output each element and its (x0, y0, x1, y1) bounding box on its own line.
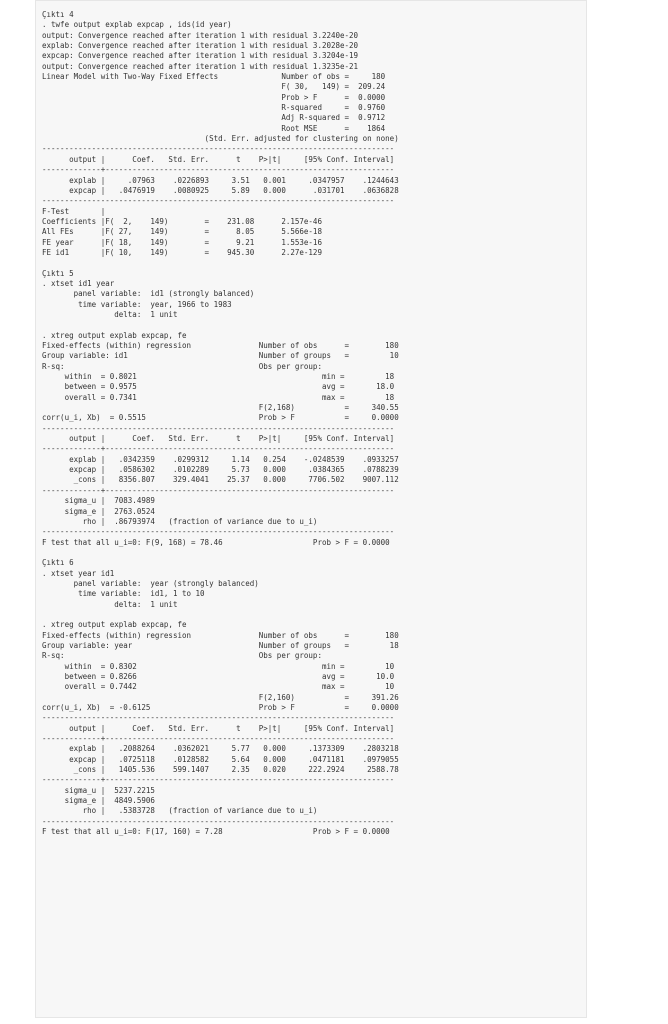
output-line (42, 548, 399, 558)
output-line: explab | .07963 .0226893 3.51 0.001 .0347957 .1244643 (42, 175, 399, 185)
output-line: sigma_u | 7083.4989 (42, 496, 155, 506)
output-line: explab | .0342359 .0299312 1.14 0.254 -.0248539 .0933257 (42, 454, 399, 464)
output-line: Group variable: id1 Number of groups = 10 (42, 351, 399, 361)
output-line: -------------+---------------------------------------------------------------- (42, 165, 395, 175)
output-line: -------------+---------------------------------------------------------------- (42, 775, 395, 785)
output-line: output | Coef. Std. Err. t P>|t| [95% Conf. Interval] (42, 154, 395, 164)
output-line: Group variable: year Number of groups = 18 (42, 640, 399, 650)
output-line: expcap | .0476919 .0080925 5.89 0.000 .031701 .0636828 (42, 185, 399, 195)
output-line (42, 320, 399, 330)
output-line: expcap: Convergence reached after iteration 1 with residual 3.3204e-19 (42, 51, 359, 61)
output-line: R-sq: Obs per group: (42, 651, 322, 661)
output-line: rho | .5383728 (fraction of variance due to u_i) (42, 806, 318, 816)
output-line: output: Convergence reached after iteration 1 with residual 1.3235e-21 (42, 61, 359, 71)
output-line: ------------------------------------------------------------------------------ (42, 196, 395, 206)
output-line: delta: 1 unit (42, 599, 178, 609)
output-line: panel variable: id1 (strongly balanced) (42, 289, 255, 299)
output-line: R-squared = 0.9760 (42, 103, 386, 113)
output-line: F test that all u_i=0: F(17, 160) = 7.28 Prob > F = 0.0000 (42, 827, 390, 837)
output-line: _cons | 8356.807 329.4041 25.37 0.000 7706.502 9007.112 (42, 475, 399, 485)
output-line: F(2,160) = 391.26 (42, 692, 399, 702)
output-line: explab | .2088264 .0362021 5.77 0.000 .1373309 .2803218 (42, 744, 399, 754)
output-line: Fixed-effects (within) regression Number of obs = 180 (42, 341, 399, 350)
output-line: Root MSE = 1864 (42, 123, 386, 133)
output-line: Çıktı 4 (42, 10, 74, 19)
output-line: . xtset year id1 (42, 568, 115, 578)
output-line: Coefficients |F( 2, 149) = 231.08 2.157e-46 (42, 216, 322, 226)
output-line: sigma_u | 5237.2215 (42, 785, 155, 795)
stata-output-log (42, 10, 399, 838)
output-line: ------------------------------------------------------------------------------ (42, 144, 395, 154)
output-line: overall = 0.7341 max = 18 (42, 392, 395, 402)
output-line: -------------+---------------------------------------------------------------- (42, 734, 395, 744)
output-line: R-sq: Obs per group: (42, 361, 322, 371)
output-line: explab: Convergence reached after iteration 1 with residual 3.2028e-20 (42, 41, 359, 51)
output-line: overall = 0.7442 max = 10 (42, 682, 395, 692)
output-line: output | Coef. Std. Err. t P>|t| [95% Conf. Interval] (42, 434, 395, 444)
output-line: F(2,168) = 340.55 (42, 403, 399, 413)
output-line: expcap | .0586302 .0102289 5.73 0.000 .0384365 .0788239 (42, 465, 399, 475)
output-line: rho | .86793974 (fraction of variance due to u_i) (42, 516, 318, 526)
output-line: Adj R-squared = 0.9712 (42, 113, 386, 123)
output-line: -------------+---------------------------------------------------------------- (42, 444, 395, 454)
output-line: Çıktı 5 (42, 268, 74, 278)
output-line: corr(u_i, Xb) = -0.6125 Prob > F = 0.0000 (42, 703, 399, 713)
output-line: . twfe output explab expcap , ids(id year) (42, 20, 232, 30)
output-line: within = 0.8021 min = 18 (42, 372, 395, 382)
output-line: panel variable: year (strongly balanced) (42, 578, 259, 588)
output-line: (Std. Err. adjusted for clustering on none) (42, 134, 399, 144)
output-line: _cons | 1405.536 599.1407 2.35 0.020 222.2924 2588.78 (42, 765, 399, 775)
output-line: time variable: year, 1966 to 1983 (42, 299, 232, 309)
output-line: output | Coef. Std. Err. t P>|t| [95% Conf. Interval] (42, 723, 395, 733)
output-line: Linear Model with Two-Way Fixed Effects Number of obs = 180 (42, 72, 386, 82)
output-line: F( 30, 149) = 209.24 (42, 82, 386, 92)
output-line: Fixed-effects (within) regression Number of obs = 180 (42, 630, 399, 640)
output-line: ------------------------------------------------------------------------------ (42, 816, 395, 826)
output-line (42, 258, 399, 268)
output-line: between = 0.8266 avg = 10.0 (42, 672, 395, 681)
output-line: Çıktı 6 (42, 558, 74, 568)
output-line: FE id1 |F( 10, 149) = 945.30 2.27e-129 (42, 247, 322, 257)
output-line: time variable: id1, 1 to 10 (42, 589, 205, 599)
output-line: ------------------------------------------------------------------------------ (42, 423, 395, 433)
output-line: . xtreg output explab expcap, fe (42, 330, 187, 340)
output-line: corr(u_i, Xb) = 0.5515 Prob > F = 0.0000 (42, 413, 399, 423)
output-line: expcap | .0725118 .0128582 5.64 0.000 .0471181 .0979055 (42, 754, 399, 764)
output-line (42, 610, 399, 620)
output-line: . xtset id1 year (42, 278, 115, 288)
output-line: sigma_e | 2763.0524 (42, 506, 155, 516)
output-line: All FEs |F( 27, 149) = 8.05 5.566e-18 (42, 227, 322, 237)
output-line: ------------------------------------------------------------------------------ (42, 527, 395, 537)
output-line: within = 0.8302 min = 10 (42, 661, 395, 671)
output-line: sigma_e | 4849.5906 (42, 796, 155, 806)
output-line: -------------+---------------------------------------------------------------- (42, 485, 395, 495)
output-line: ------------------------------------------------------------------------------ (42, 713, 395, 723)
output-line: F test that all u_i=0: F(9, 168) = 78.46 Prob > F = 0.0000 (42, 537, 390, 547)
output-line: F-Test | (42, 206, 106, 216)
output-line: output: Convergence reached after iteration 1 with residual 3.2240e-20 (42, 30, 359, 40)
output-line: delta: 1 unit (42, 309, 178, 319)
output-line: between = 0.9575 avg = 18.0 (42, 382, 395, 392)
output-line: FE year |F( 18, 149) = 9.21 1.553e-16 (42, 237, 322, 247)
output-line: . xtreg output explab expcap, fe (42, 620, 187, 630)
output-line: Prob > F = 0.0000 (42, 92, 386, 102)
